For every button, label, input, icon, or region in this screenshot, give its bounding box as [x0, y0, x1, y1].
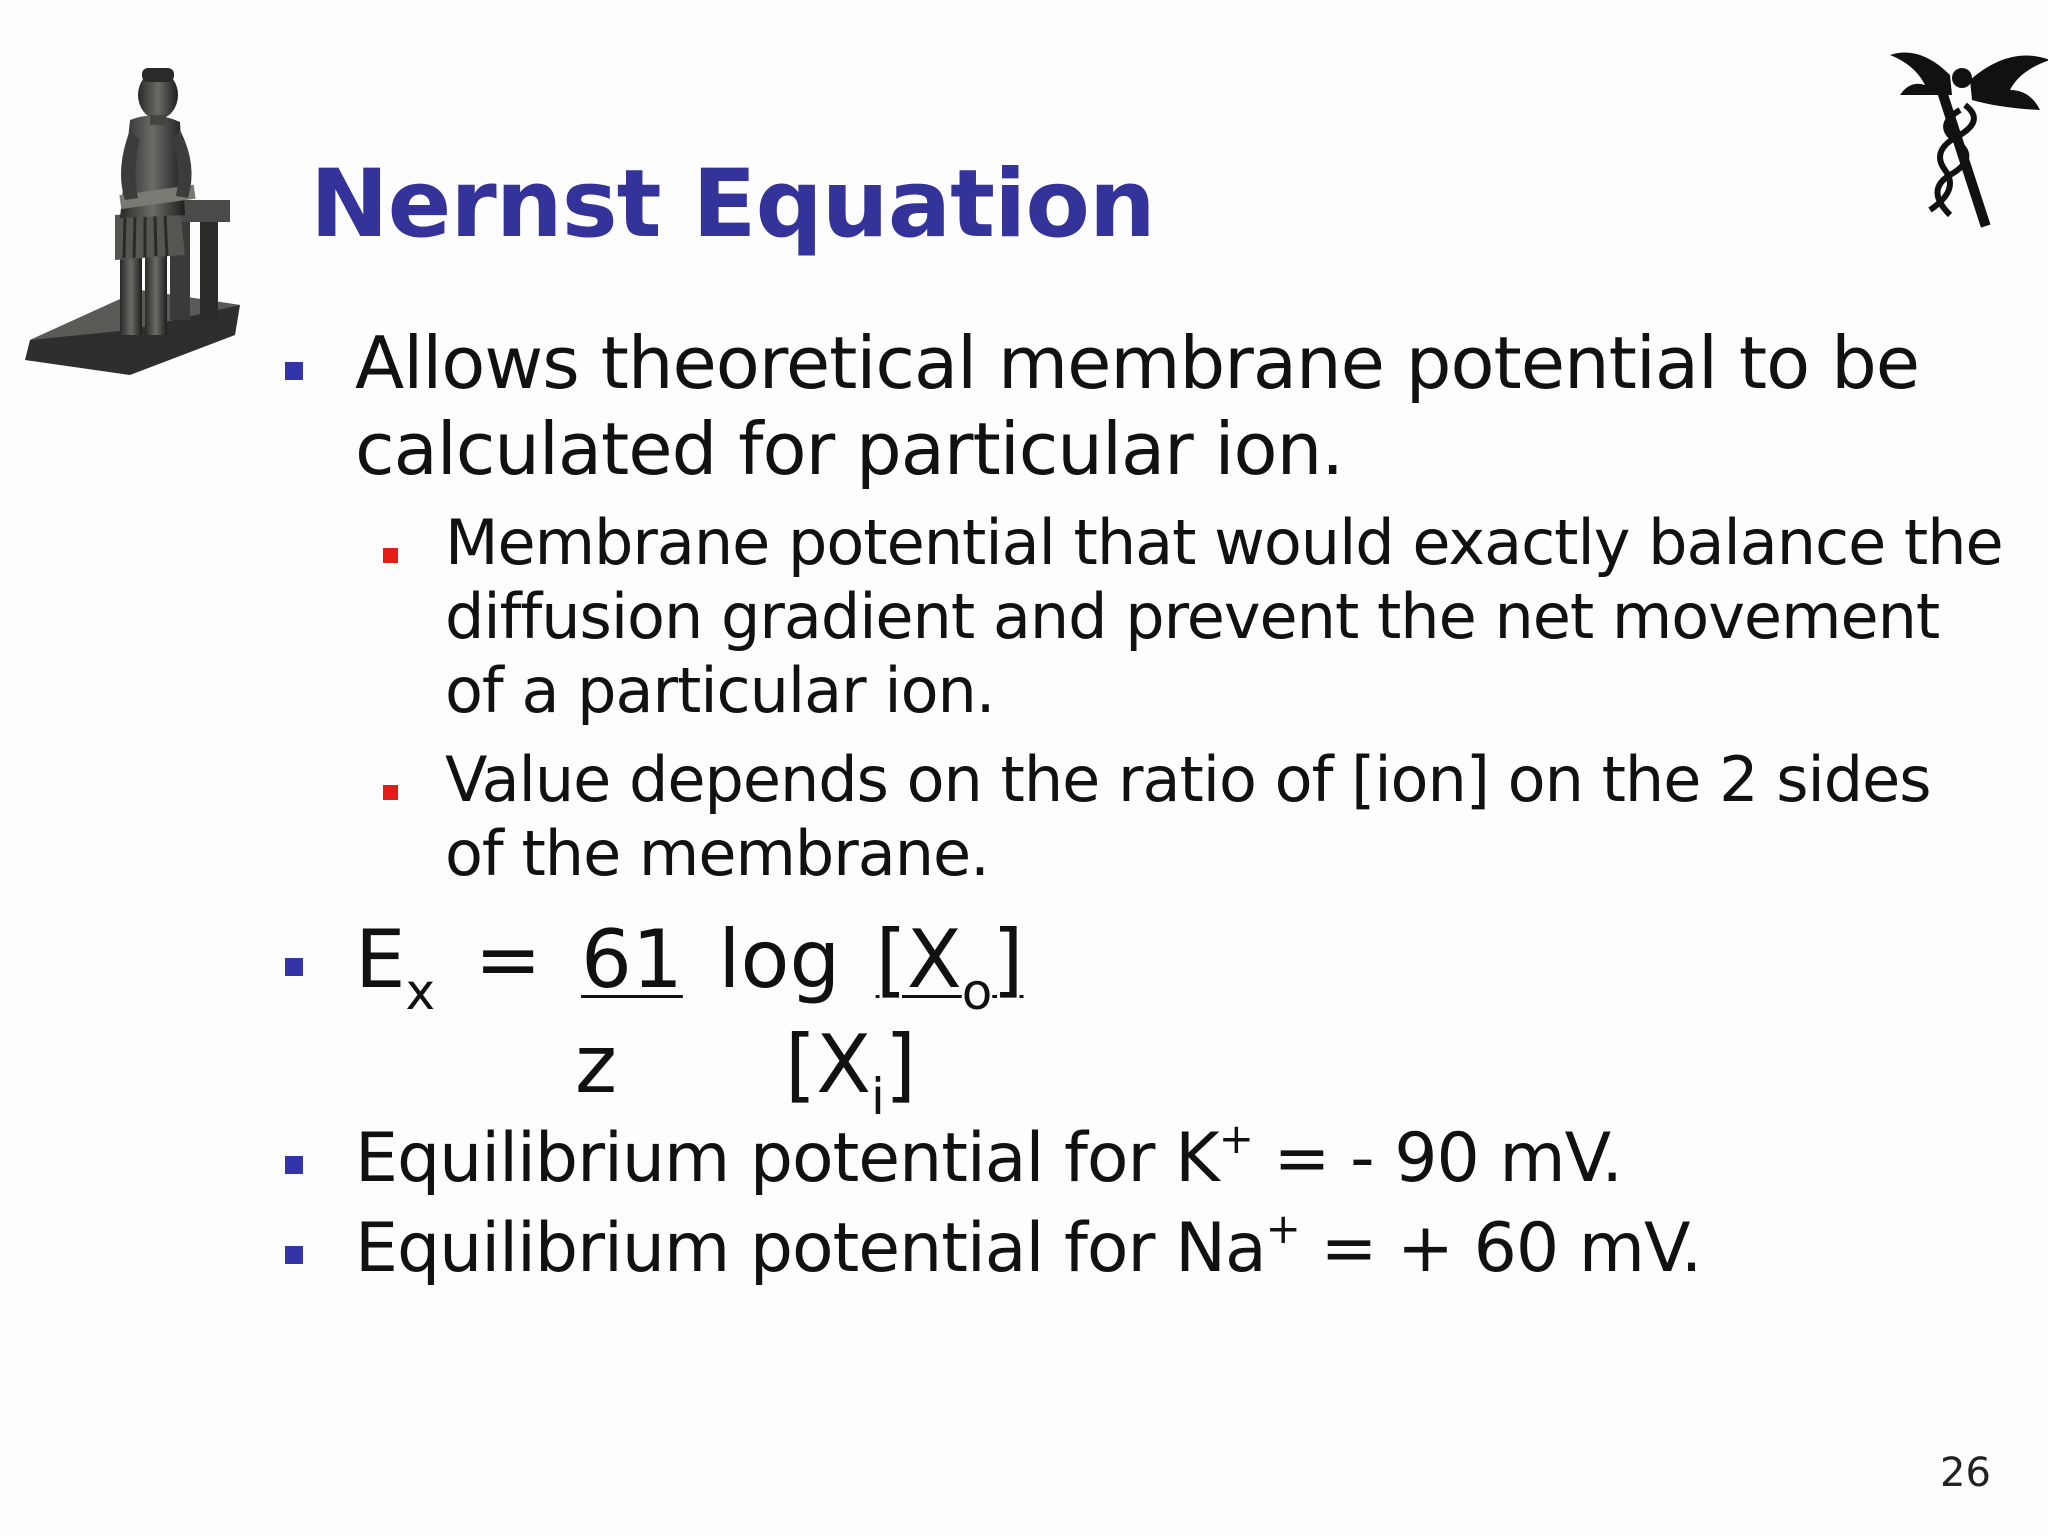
bullet-square-icon [285, 1156, 303, 1174]
eq-denominator [785, 1018, 917, 1126]
bullet-text [355, 320, 1919, 492]
bullet-square-icon [285, 958, 303, 976]
eq-numerator-close: ] [992, 913, 1024, 1006]
sub-bullet-square-icon [383, 785, 398, 800]
bullet-line: Allows theoretical membrane potential to be [355, 321, 1920, 405]
eq-denominator-sub: i [871, 1068, 885, 1126]
sub-bullet-square-icon [383, 548, 398, 563]
equilibrium-na-prefix: Equilibrium potential for Na [355, 1209, 1266, 1288]
sub-bullet-line: of the membrane. [445, 817, 989, 890]
bullet-square-icon [285, 362, 303, 380]
equilibrium-na [355, 1206, 1701, 1300]
eq-denominator-z: z [575, 1018, 617, 1111]
sub-bullet-line: of a particular ion. [445, 654, 995, 727]
eq-equals: = [474, 913, 542, 1006]
equilibrium-na-suffix: = + 60 mV. [1299, 1209, 1702, 1288]
sub-bullet-text [445, 743, 1931, 891]
bullet-square-icon [285, 1246, 303, 1264]
nernst-equation-numerator-line [355, 913, 1024, 1021]
eq-denominator-close: ] [884, 1018, 917, 1111]
sub-bullet-line: Membrane potential that would exactly balance the [445, 506, 2003, 579]
equilibrium-k [355, 1116, 1622, 1210]
eq-numerator: [X [875, 913, 962, 1006]
eq-lhs-sub: x [405, 963, 436, 1021]
eq-denominator-open: [X [785, 1018, 872, 1111]
eq-numerator-sub: o [961, 963, 993, 1021]
eq-lhs: E [355, 913, 406, 1006]
eq-log: log [718, 913, 841, 1006]
equilibrium-k-sup: + [1218, 1114, 1253, 1163]
equilibrium-k-prefix: Equilibrium potential for K [355, 1119, 1219, 1198]
sub-bullet-line: Value depends on the ratio of [ion] on the 2 sides [445, 743, 1931, 816]
statue-icon [20, 40, 250, 380]
caduceus-icon [1890, 40, 2048, 230]
eq-coefficient: 61 [581, 913, 683, 1006]
page-title: Nernst Equation [310, 150, 1155, 259]
sub-bullet-line: diffusion gradient and prevent the net movement [445, 580, 1940, 653]
equilibrium-k-suffix: = - 90 mV. [1252, 1119, 1622, 1198]
bullet-line: calculated for particular ion. [355, 407, 1344, 491]
page-number: 26 [1940, 1450, 1991, 1496]
equilibrium-na-sup: + [1265, 1204, 1300, 1253]
sub-bullet-text [445, 506, 2003, 728]
